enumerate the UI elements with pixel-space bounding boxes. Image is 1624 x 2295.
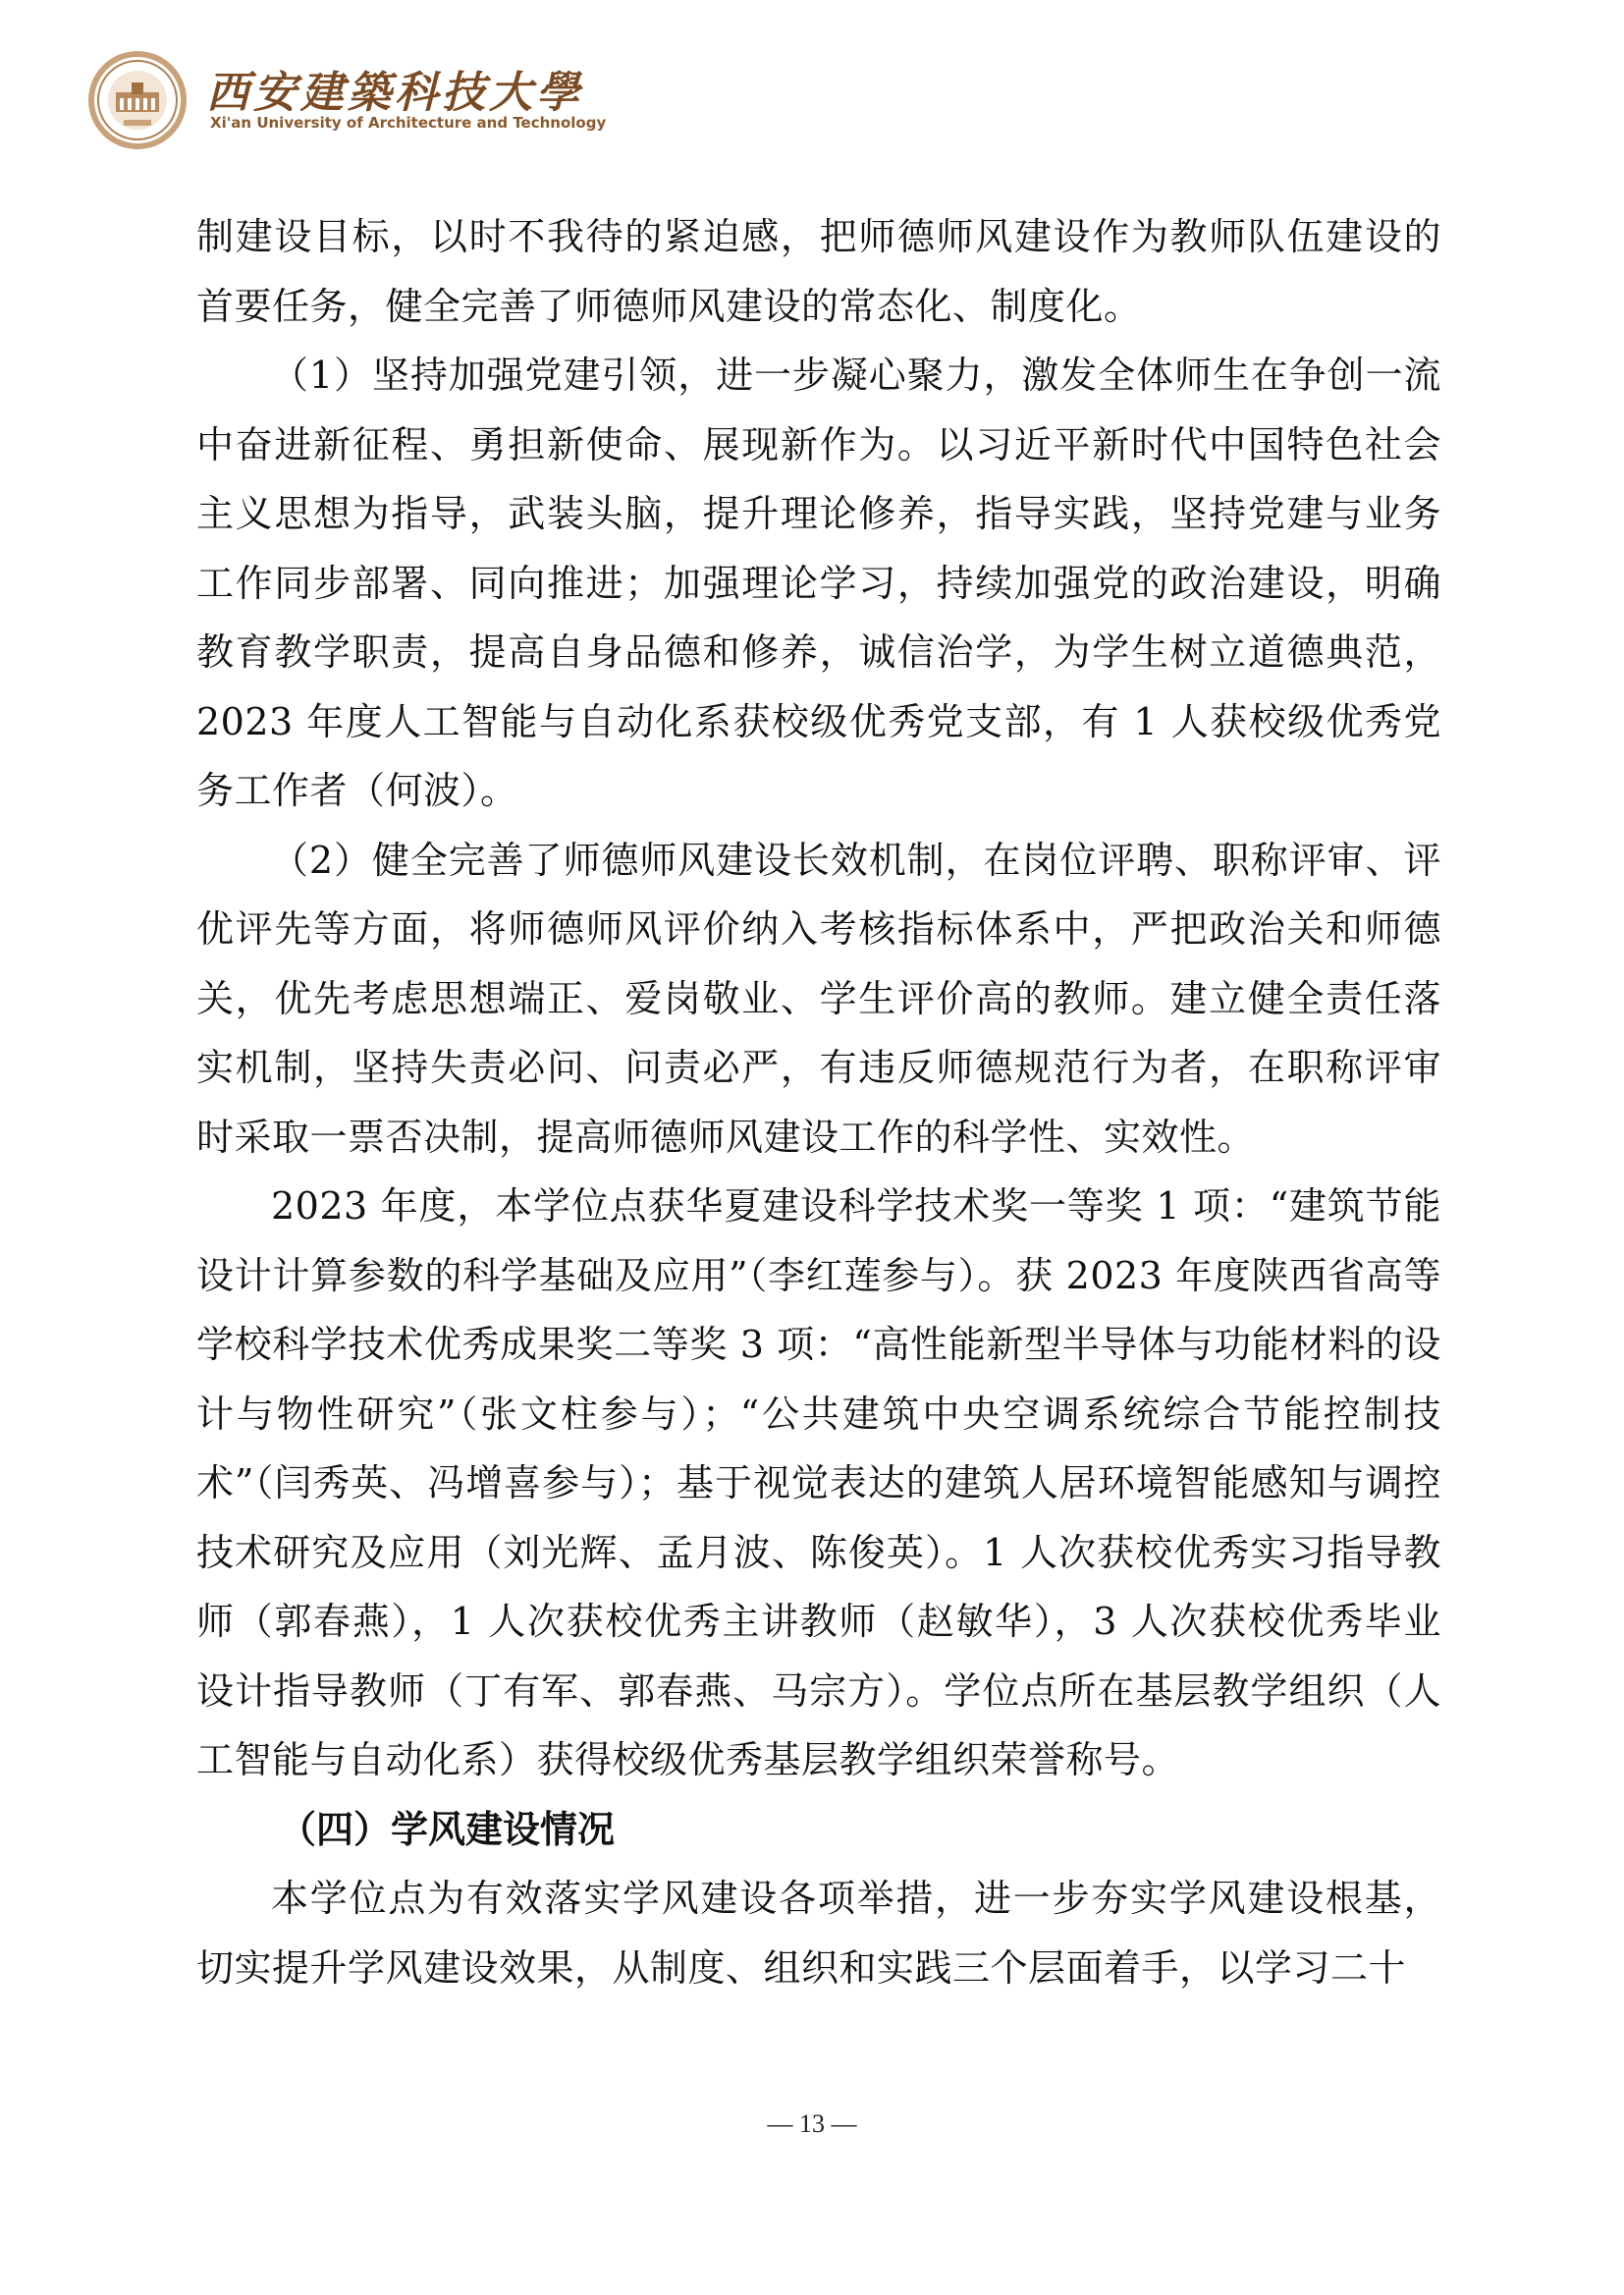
paragraph: 制建设目标，以时不我待的紧迫感，把师德师风建设作为教师队伍建设的首要任务，健全完善了师德师风建设的常态化、制度化。	[196, 215, 1441, 328]
university-name-english: Xi'an University of Architecture and Technology	[210, 114, 607, 132]
university-header	[81, 41, 630, 159]
paragraph: （2）健全完善了师德师风建设长效机制，在岗位评聘、职称评审、评优评先等方面，将师德师风评价纳入考核指标体系中，严把政治关和师德关，优先考虑思想端正、爱岗敬业、学生评价高的教师。建立健全责任落实机制，坚持失责必问、问责必严，有违反师德规范行为者，在职称评审时采取一票否决制，提高师德师风建设工作的科学性、实效性。	[196, 838, 1441, 1159]
page-number: — 13 —	[767, 2109, 857, 2138]
document-body	[196, 202, 1441, 2002]
paragraph: 本学位点为有效落实学风建设各项举措，进一步夯实学风建设根基，切实提升学风建设效果，从制度、组织和实践三个层面着手，以学习二十	[196, 1877, 1441, 1990]
section-heading: （四）学风建设情况	[279, 1807, 616, 1851]
university-seal-logo	[86, 49, 189, 151]
paragraph: （1）坚持加强党建引领，进一步凝心聚力，激发全体师生在争创一流中奋进新征程、勇担新使命、展现新作为。以习近平新时代中国特色社会主义思想为指导，武装头脑，提升理论修养，指导实践，坚持党建与业务工作同步部署、同向推进；加强理论学习，持续加强党的政治建设，明确教育教学职责，提高自身品德和修养，诚信治学，为学生树立道德典范，2023 年度人工智能与自动化系获校级优秀党支部，有 1 人获校级优秀党务工作者（何波）。	[196, 354, 1441, 812]
paragraph: 2023 年度，本学位点获华夏建设科学技术奖一等奖 1 项：“建筑节能设计计算参数的科学基础及应用”（李红莲参与）。获 2023 年度陕西省高等学校科学技术优秀成果奖二等奖 3 项：“高性能新型半导体与功能材料的设计与物性研究”（张文柱参与）；“公共建筑中央空调系统综合节能控制技术”（闫秀英、冯增喜参与）；基于视觉表达的建筑人居环境智能感知与调控技术研究及应用（刘光辉、孟月波、陈俊英）。1 人次获校优秀实习指导教师（郭春燕），1 人次获校优秀主讲教师（赵敏华），3 人次获校优秀毕业设计指导教师（丁有军、郭春燕、马宗方）。学位点所在基层教学组织（人工智能与自动化系）获得校级优秀基层教学组织荣誉称号。	[196, 1184, 1441, 1781]
university-name-chinese: 西安建築科技大學	[206, 68, 583, 118]
